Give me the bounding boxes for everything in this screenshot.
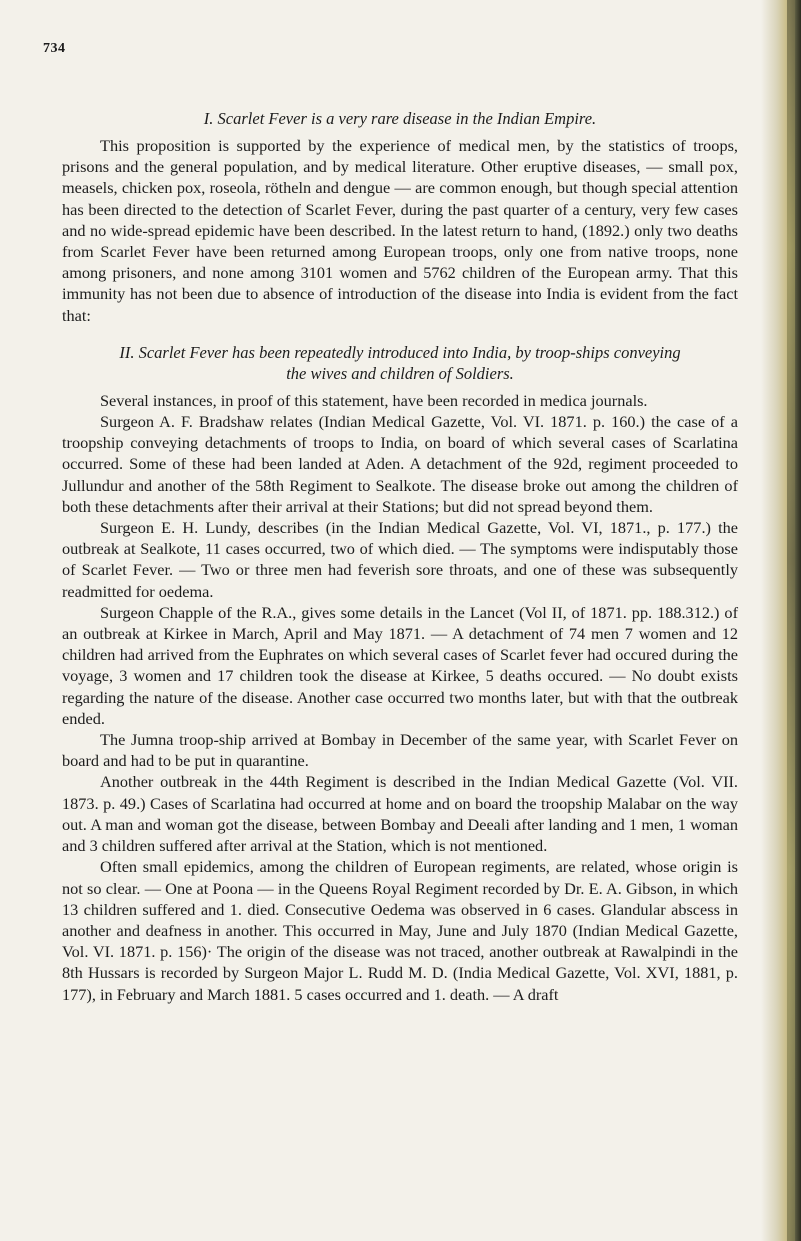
paragraph: Surgeon Chapple of the R.A., gives some details in the Lancet (Vol II, of 1871. pp. 188.312.) of an outbreak at Kirkee in March, April and May 1871. — A detachment of 74 men 7 women and 12 children had arrived from the Euphrates on which several cases of Scarlet fever had occured during the voyage, 3 women and 17 children took the disease at Kirkee, 5 deaths occured. — No doubt exists regarding the nature of the disease. Another case occurred two months later, but with that the outbreak ended. [62, 602, 738, 728]
paragraph: Surgeon A. F. Bradshaw relates (Indian Medical Gazette, Vol. VI. 1871. p. 160.) the case of a troopship conveying detachments of troops to India, on board of which several cases of Scarlatina occurred. Some of these had been landed at Aden. A detachment of the 92d, regiment proceeded to Jullundur and another of the 58th Regiment to Sealkote. The disease broke out among the children of both these detachments after their arrival at their Stations; but did not spread beyond them. [62, 412, 738, 516]
section-heading-2-line-1: II. Scarlet Fever has been repeatedly introduced into India, by troop-ships conveying [119, 342, 681, 362]
paragraph: The Jumna troop-ship arrived at Bombay in December of the same year, with Scarlet Fever on board and had to be put in quarantine. [62, 730, 738, 771]
section-heading-2 [62, 342, 738, 384]
paragraph: Another outbreak in the 44th Regiment is described in the Indian Medical Gazette (Vol. VII. 1873. p. 49.) Cases of Scarlatina had occurred at home and on board the troopship Malabar on the way out. A man and woman got the disease, between Bombay and Deeali after landing and 1 men, 1 woman and 3 children suffered after arrival at the Station, which is not mentioned. [62, 772, 738, 856]
page-number: 734 [43, 41, 66, 56]
paragraph: Several instances, in proof of this statement, have been recorded in medica journals. [100, 390, 648, 410]
paragraph: This proposition is supported by the experience of medical men, by the statistics of troops, prisons and the general population, and by medical literature. Other eruptive diseases, — small pox, measels, chicken pox, roseola, rötheln and dengue — are common enough, but though special attention has been directed to the detection of Scarlet Fever, during the past quarter of a century, very few cases and no wide-spread epidemic have been described. In the latest return to hand, (1892.) only two deaths from Scarlet Fever have been returned among European troops, only one from native troops, none among prisoners, and none among 3101 women and 5762 children of the European army. That this immunity has not been due to absence of introduction of the disease into India is evident from the fact that: [62, 136, 738, 325]
section-heading-1: I. Scarlet Fever is a very rare disease in the Indian Empire. [203, 109, 597, 128]
paragraph: Surgeon E. H. Lundy, describes (in the Indian Medical Gazette, Vol. VI, 1871., p. 177.) the outbreak at Sealkote, 11 cases occurred, two of which died. — The symptoms were indisputably those of Scarlet Fever. — Two or three men had feverish sore throats, and one of these was subsequently readmitted for oedema. [62, 518, 738, 601]
book-binding-edge [761, 0, 801, 1241]
page-body [62, 108, 738, 1005]
paragraph: Often small epidemics, among the children of European regiments, are related, whose origin is not so clear. — One at Poona — in the Queens Royal Regiment recorded by Dr. E. A. Gibson, in which 13 children suffered and 1. died. Consecutive Oedema was observed in 6 cases. Glandular abscess in another and deafness in another. This occurred in May, June and July 1870 (Indian Medical Gazette, Vol. VI. 1871. p. 156)· The origin of the disease was not traced, another outbreak at Rawalpindi in the 8th Hussars is recorded by Surgeon Major L. Rudd M. D. (India Medical Gazette, Vol. XVI, 1881, p. 177), in February and March 1881. 5 cases occurred and 1. death. — A draft [62, 857, 738, 1004]
binding-shadow [787, 0, 795, 1241]
section-heading-2-line-2: the wives and children of Soldiers. [286, 363, 514, 383]
